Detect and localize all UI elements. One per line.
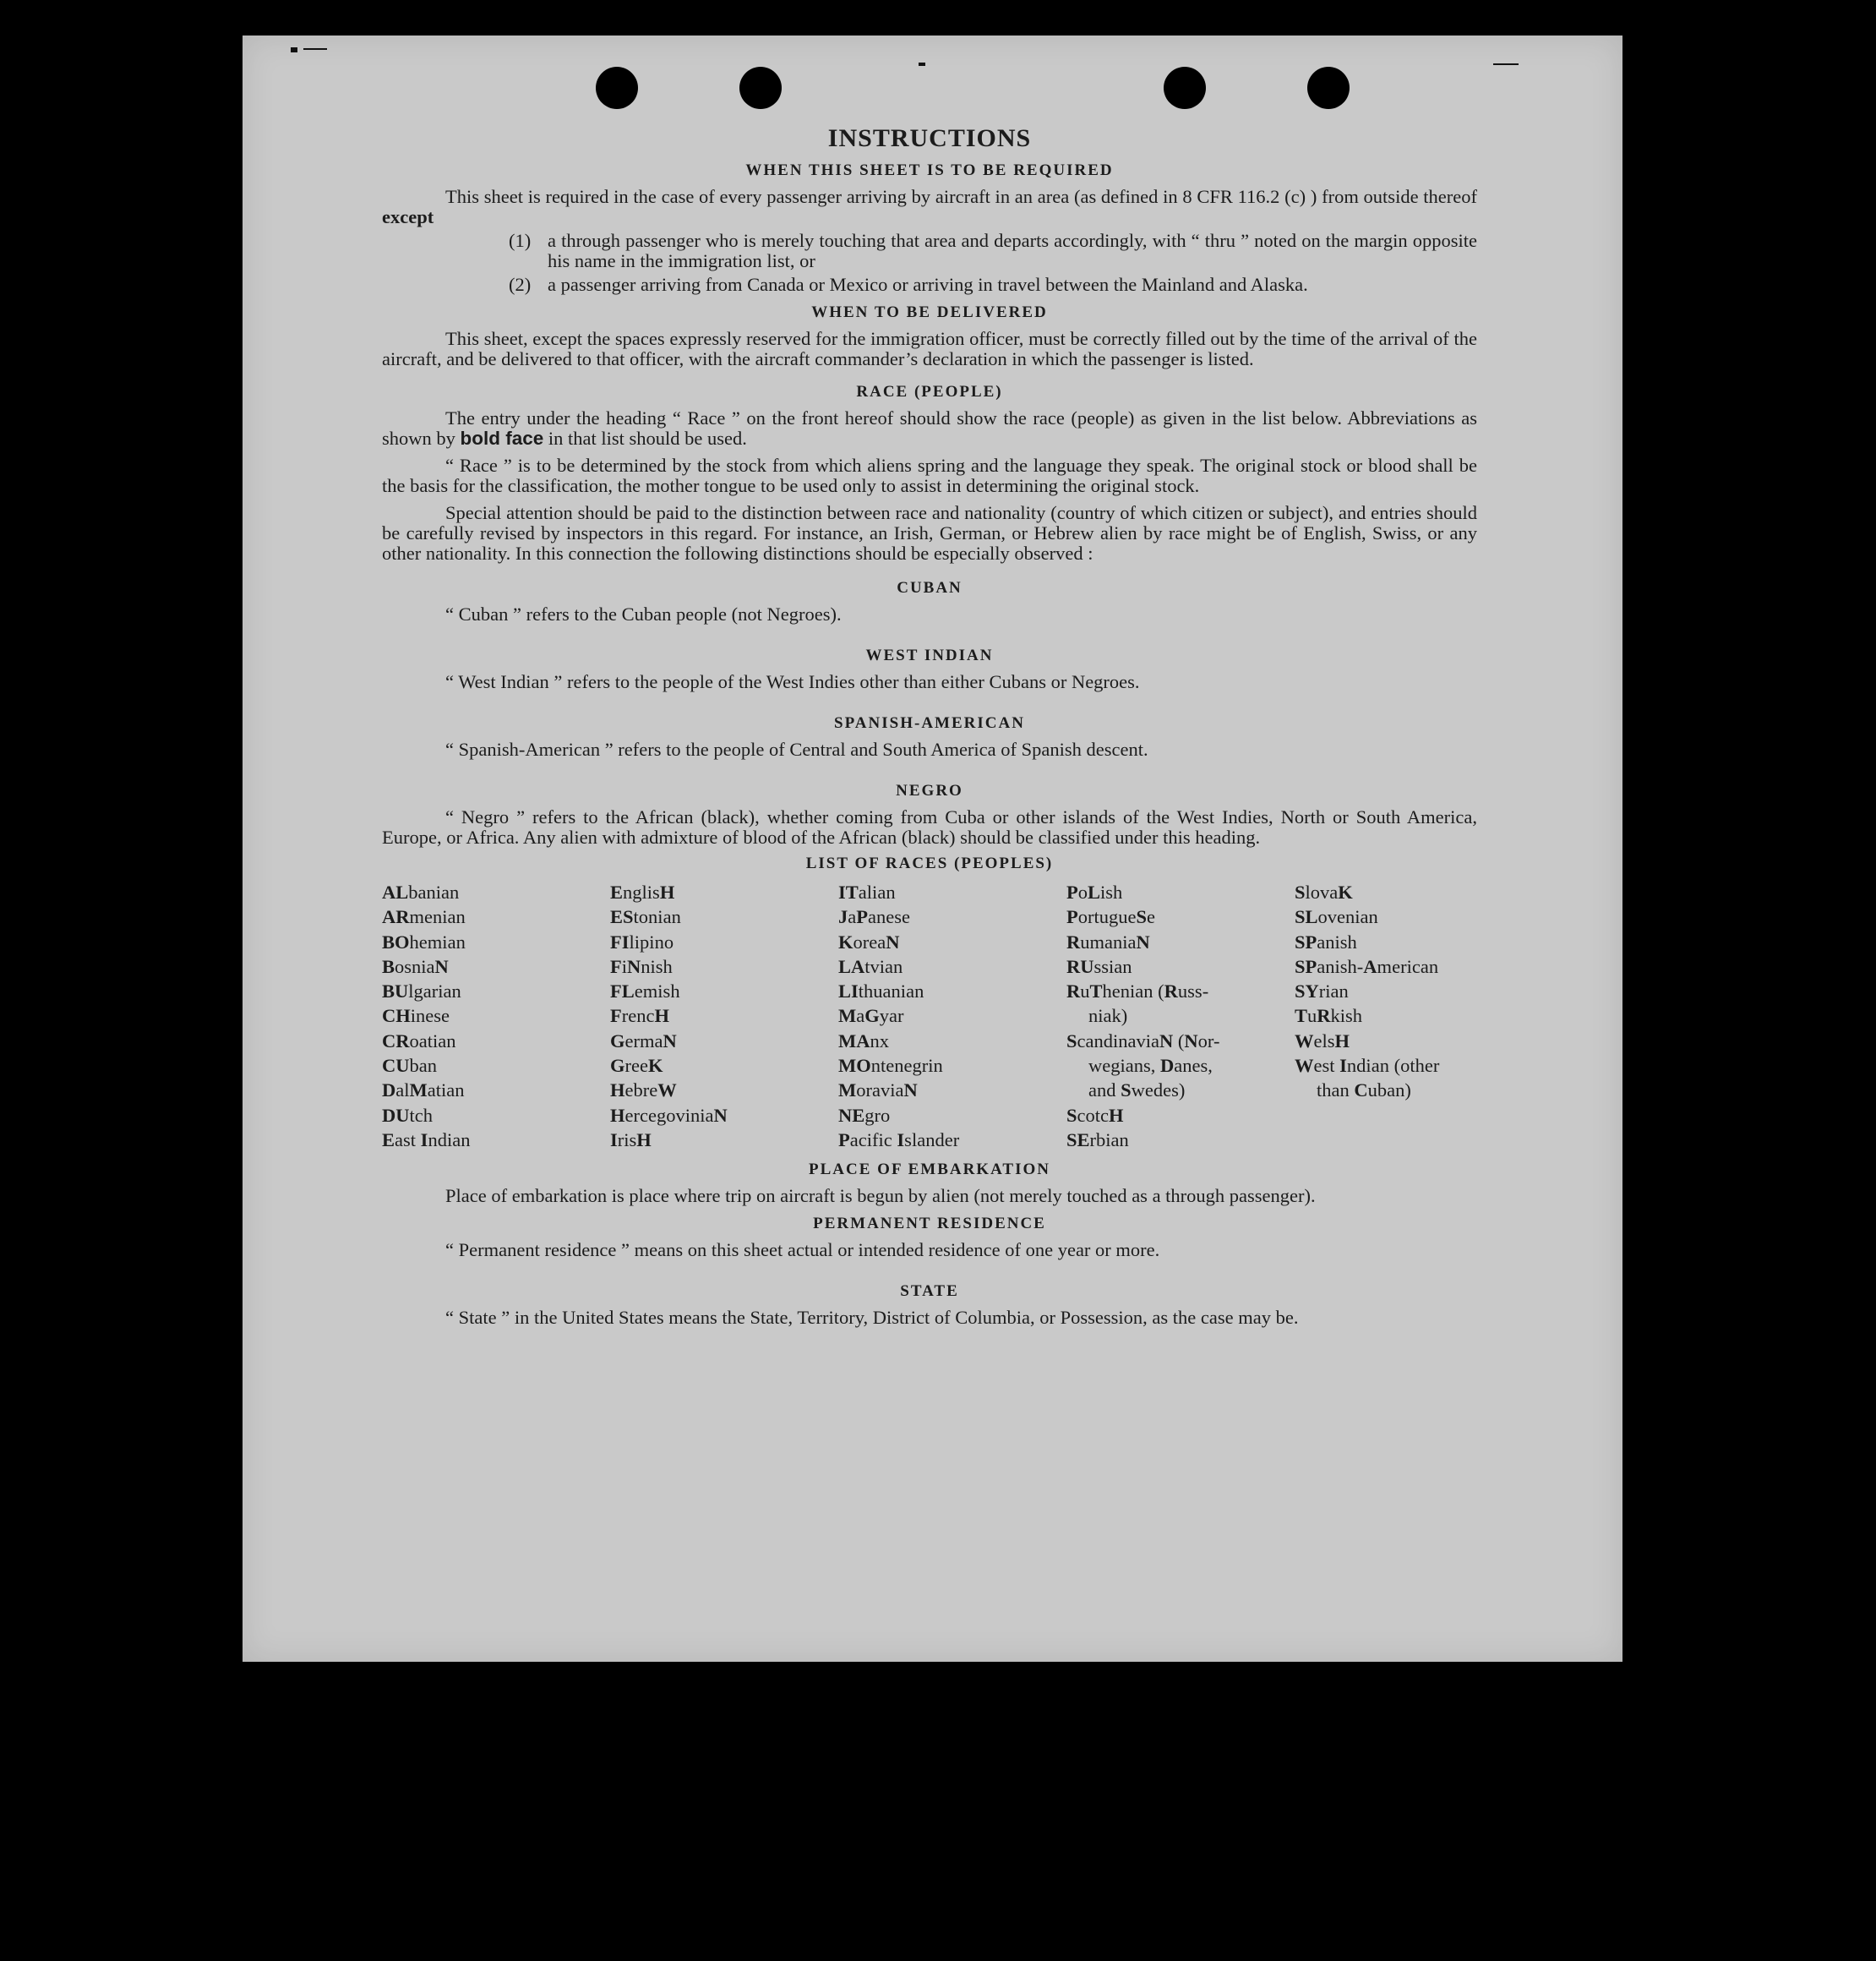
race-column <box>1066 880 1295 1152</box>
race-column <box>838 880 1066 1152</box>
item-text: a passenger arriving from Canada or Mexico or arriving in travel between the Mainland and Alaska. <box>548 274 1308 295</box>
paragraph: “ Permanent residence ” means on this sheet actual or intended residence of one year or more. <box>445 1239 1160 1261</box>
race-entry: JaPanese <box>838 906 911 928</box>
section-heading: NEGRO <box>896 782 963 800</box>
scan-mark <box>919 63 925 66</box>
race-entry: HebreW <box>610 1079 677 1101</box>
race-entry: DalMatian <box>382 1079 465 1101</box>
list-item <box>509 231 1477 271</box>
race-entry: NEgro <box>838 1104 891 1126</box>
race-entry: SPanish-American <box>1295 955 1439 977</box>
section-heading: CUBAN <box>897 579 963 597</box>
item-text: a through passenger who is merely touching that area and departs accordingly, with “ thru ” noted on the margin opposite his name in the immigration list, or <box>548 230 1477 271</box>
paragraph <box>382 187 1477 227</box>
race-entry: SYrian <box>1295 980 1349 1002</box>
page-title: INSTRUCTIONS <box>827 124 1032 152</box>
race-entry: CUban <box>382 1055 437 1077</box>
paragraph: “ Spanish-American ” refers to the people of Central and South America of Spanish descent. <box>445 739 1148 760</box>
race-list <box>382 880 1477 1152</box>
paragraph: “ State ” in the United States means the State, Territory, District of Columbia, or Possession, as the case may be. <box>445 1307 1299 1329</box>
race-entry: West Indian (other <box>1295 1055 1440 1077</box>
punch-hole <box>596 67 638 109</box>
race-entry: GreeK <box>610 1055 663 1077</box>
paragraph <box>382 408 1477 449</box>
instructions-content <box>382 124 1477 1328</box>
paragraph: Special attention should be paid to the distinction between race and nationality (country of which citizen or subject), and entries should be carefully revised by inspectors in this regard. For instance, an Irish, German, or Hebrew alien by race might be of English, Swiss, or any other nationality. In this connection the following distinctions should be especially observed : <box>382 502 1477 564</box>
race-entry: SPanish <box>1295 931 1357 953</box>
race-entry: CHinese <box>382 1005 450 1027</box>
race-column <box>1295 880 1477 1152</box>
race-entry: SErbian <box>1066 1128 1129 1150</box>
race-entry: Pacific Islander <box>838 1128 960 1150</box>
race-entry: MAnx <box>838 1030 889 1052</box>
bold-text: bold face <box>460 428 544 449</box>
race-entry: RumaniaN <box>1066 931 1150 953</box>
race-entry: ScotcH <box>1066 1104 1124 1126</box>
race-entry: East Indian <box>382 1128 471 1150</box>
bold-text: except <box>382 206 434 227</box>
section-heading: WHEN THIS SHEET IS TO BE REQUIRED <box>745 161 1114 179</box>
race-entry: EnglisH <box>610 882 675 903</box>
section-heading: PERMANENT RESIDENCE <box>813 1215 1046 1233</box>
race-column <box>382 880 610 1152</box>
paragraph-text: in that list should be used. <box>548 428 747 449</box>
list-item <box>509 275 1477 295</box>
race-entry: LIthuanian <box>838 980 924 1002</box>
paragraph: “ Cuban ” refers to the Cuban people (not Negroes). <box>445 604 842 625</box>
scan-mark <box>1493 63 1519 65</box>
race-entry: DUtch <box>382 1104 434 1126</box>
paragraph-text: The entry under the heading “ Race ” on the front hereof should show the race (people) as given in the list below. Abbreviations as shown by <box>382 407 1477 449</box>
section-heading: SPANISH-AMERICAN <box>834 714 1025 732</box>
race-entry: PortugueSe <box>1066 906 1156 928</box>
race-entry: ITalian <box>838 882 896 903</box>
race-entry: FiNnish <box>610 955 673 977</box>
item-number: (1) <box>509 230 532 251</box>
section-heading: STATE <box>900 1282 959 1301</box>
race-entry: TuRkish <box>1295 1005 1363 1027</box>
race-entry: FLemish <box>610 980 680 1002</box>
section-heading: PLACE OF EMBARKATION <box>809 1161 1050 1179</box>
punch-hole <box>1164 67 1206 109</box>
race-entry: PoLish <box>1066 882 1123 903</box>
section-heading: RACE (PEOPLE) <box>856 383 1003 401</box>
paragraph: “ Race ” is to be determined by the stock from which aliens spring and the language they speak. The original stock or blood shall be the basis for the classification, the mother tongue to be used only to assist in determining the original stock. <box>382 455 1477 496</box>
race-entry: RUssian <box>1066 955 1132 977</box>
race-entry: and Swedes) <box>1088 1079 1186 1101</box>
race-entry: MaGyar <box>838 1005 904 1027</box>
paragraph: “ Negro ” refers to the African (black), whether coming from Cuba or other islands of the West Indies, North or South America, Europe, or Africa. Any alien with admixture of blood of the African (black) should be classified under this heading. <box>382 806 1477 848</box>
race-entry: CRoatian <box>382 1030 456 1052</box>
race-entry: than Cuban) <box>1317 1079 1411 1101</box>
paragraph: This sheet, except the spaces expressly reserved for the immigration officer, must be correctly filled out by the time of the arrival of the aircraft, and be delivered to that officer, with the aircraft commander’s declaration in which the passenger is listed. <box>382 328 1477 369</box>
section-heading: LIST OF RACES (PEOPLES) <box>805 855 1054 872</box>
race-entry: ARmenian <box>382 906 466 928</box>
paragraph: Place of embarkation is place where trip on aircraft is begun by alien (not merely touched as a through passenger). <box>445 1185 1316 1207</box>
race-entry: ALbanian <box>382 882 460 903</box>
race-entry: IrisH <box>610 1128 652 1150</box>
race-entry: niak) <box>1088 1005 1128 1027</box>
race-entry: KoreaN <box>838 931 900 953</box>
race-entry: BUlgarian <box>382 980 461 1002</box>
punch-hole <box>739 67 782 109</box>
race-entry: BOhemian <box>382 931 466 953</box>
section-heading: WEST INDIAN <box>865 647 994 664</box>
race-entry: MoraviaN <box>838 1079 918 1101</box>
race-entry: BosniaN <box>382 955 449 977</box>
race-entry: MOntenegrin <box>838 1055 943 1077</box>
race-entry: SlovaK <box>1295 882 1353 903</box>
punch-hole <box>1307 67 1350 109</box>
paragraph: “ West Indian ” refers to the people of the West Indies other than either Cubans or Negroes. <box>445 671 1140 692</box>
race-entry: wegians, Danes, <box>1088 1055 1213 1077</box>
race-column <box>610 880 838 1152</box>
scan-mark <box>291 47 297 52</box>
race-entry: GermaN <box>610 1030 677 1052</box>
race-entry: SLovenian <box>1295 906 1378 928</box>
race-entry: ScandinaviaN (Nor- <box>1066 1030 1220 1052</box>
race-entry: RuThenian (Russ- <box>1066 980 1209 1002</box>
paragraph-text: This sheet is required in the case of every passenger arriving by aircraft in an area (as defined in 8 CFR 116.2 (c) ) from outside thereof <box>445 186 1477 207</box>
race-entry: FIlipino <box>610 931 674 953</box>
section-heading: WHEN TO BE DELIVERED <box>811 303 1048 321</box>
item-number: (2) <box>509 274 532 295</box>
race-entry: LAtvian <box>838 955 903 977</box>
document-page <box>243 36 1622 1662</box>
race-entry: FrencH <box>610 1005 670 1027</box>
scan-mark <box>303 48 327 50</box>
race-entry: HercegoviniaN <box>610 1104 728 1126</box>
race-entry: WelsH <box>1295 1030 1350 1052</box>
race-entry: EStonian <box>610 906 681 928</box>
